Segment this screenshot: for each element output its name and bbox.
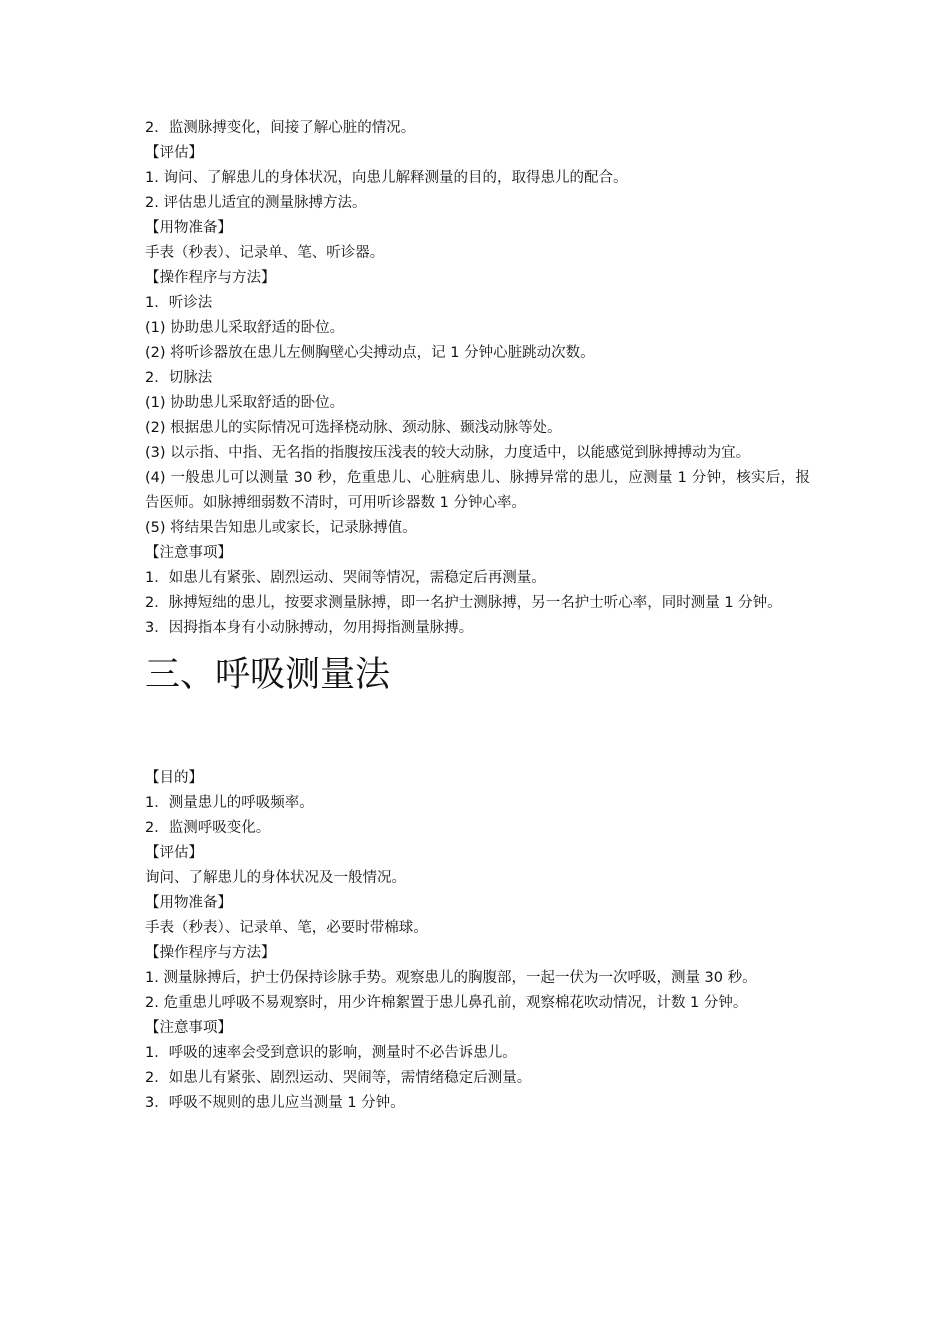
notes-heading: 【注意事项】 [145, 1020, 232, 1036]
spacer [145, 695, 810, 766]
text-paragraph: (3) 以示指、中指、无名指的指腹按压浅表的较大动脉，力度适中，以能感觉到脉搏搏动为宜。 [145, 445, 751, 461]
supplies-heading: 【用物准备】 [145, 895, 232, 911]
text-paragraph: (4) 一般患儿可以测量 30 秒，危重患儿、心脏病患儿、脉搏异常的患儿，应测量 1 分钟，核实后，报告医师。如脉搏细弱数不清时，可用听诊器数 1 分钟心率。 [145, 470, 810, 511]
text-line: 1．如患儿有紧张、剧烈运动、哭闹等情况，需稳定后再测量。 [145, 570, 546, 586]
procedure-heading: 【操作程序与方法】 [145, 945, 276, 961]
text-line: (1) 协助患儿采取舒适的卧位。 [145, 320, 345, 336]
text-line: 询问、了解患儿的身体状况及一般情况。 [145, 870, 406, 886]
text-line: (5) 将结果告知患儿或家长，记录脉搏值。 [145, 520, 417, 536]
document-page [145, 116, 810, 1116]
text-line: 手表（秒表）、记录单、笔，必要时带棉球。 [145, 920, 428, 936]
text-line: 手表（秒表）、记录单、笔、听诊器。 [145, 245, 385, 261]
text-paragraph: 2．脉搏短绌的患儿，按要求测量脉搏，即一名护士测脉搏，另一名护士听心率，同时测量 1 分钟。 [145, 595, 782, 611]
notes-heading: 【注意事项】 [145, 545, 232, 561]
text-line: 2．监测呼吸变化。 [145, 820, 271, 836]
text-line: 2．如患儿有紧张、剧烈运动、哭闹等，需情绪稳定后测量。 [145, 1070, 532, 1086]
text-line: (2) 根据患儿的实际情况可选择桡动脉、颈动脉、颞浅动脉等处。 [145, 420, 562, 436]
text-paragraph: 2. 危重患儿呼吸不易观察时，用少许棉絮置于患儿鼻孔前，观察棉花吹动情况，计数 1 分钟。 [145, 995, 748, 1011]
text-line: 3．呼吸不规则的患儿应当测量 1 分钟。 [145, 1095, 405, 1111]
text-line: 1．测量患儿的呼吸频率。 [145, 795, 314, 811]
text-line: 2．切脉法 [145, 370, 213, 386]
section-title: 三、呼吸测量法 [145, 655, 391, 695]
purpose-heading: 【目的】 [145, 770, 203, 786]
supplies-heading: 【用物准备】 [145, 220, 232, 236]
text-line: (2) 将听诊器放在患儿左侧胸壁心尖搏动点，记 1 分钟心脏跳动次数。 [145, 345, 595, 361]
text-paragraph: 1. 测量脉搏后，护士仍保持诊脉手势。观察患儿的胸腹部，一起一伏为一次呼吸，测量 30 秒。 [145, 970, 757, 986]
text-line: 2. 评估患儿适宜的测量脉搏方法。 [145, 195, 367, 211]
text-line: 1. 询问、了解患儿的身体状况，向患儿解释测量的目的，取得患儿的配合。 [145, 170, 628, 186]
text-line: 2．监测脉搏变化，间接了解心脏的情况。 [145, 120, 416, 136]
assessment-heading: 【评估】 [145, 145, 203, 161]
procedure-heading: 【操作程序与方法】 [145, 270, 276, 286]
text-line: 3．因拇指本身有小动脉搏动，勿用拇指测量脉搏。 [145, 620, 474, 636]
assessment-heading: 【评估】 [145, 845, 203, 861]
text-line: 1．听诊法 [145, 295, 213, 311]
text-line: (1) 协助患儿采取舒适的卧位。 [145, 395, 345, 411]
text-line: 1．呼吸的速率会受到意识的影响，测量时不必告诉患儿。 [145, 1045, 517, 1061]
